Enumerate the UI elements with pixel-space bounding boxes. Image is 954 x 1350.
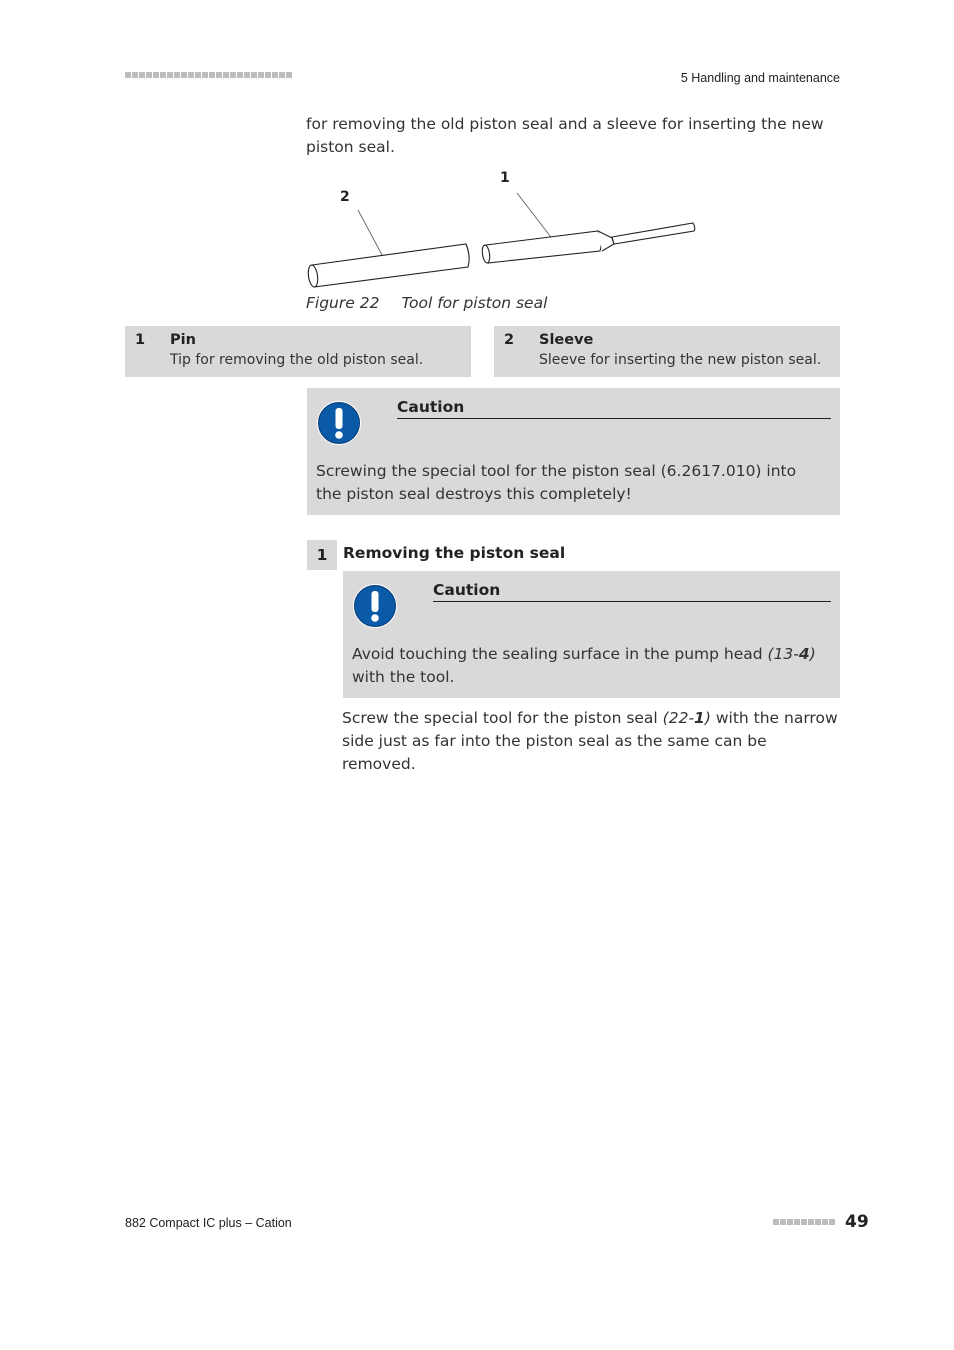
- caution-title: Caution: [397, 398, 831, 419]
- step-number: 1: [307, 540, 337, 570]
- step-caution-box: [343, 571, 840, 698]
- legend-name: Pin: [170, 332, 196, 348]
- sleeve-drawing: [307, 244, 469, 288]
- footer-document-title: 882 Compact IC plus – Cation: [125, 1216, 292, 1230]
- figure-caption-title: Tool for piston seal: [401, 294, 548, 312]
- legend-description: Sleeve for inserting the new piston seal.: [539, 352, 822, 368]
- exclamation-icon: [316, 400, 362, 446]
- step-instruction: Screw the special tool for the piston seal (22-1) with the narrow side just as far into the piston seal as the same can be removed.: [342, 709, 838, 773]
- figure-caption-label: Figure 22: [306, 294, 380, 312]
- caution-text: Screwing the special tool for the piston seal (6.2617.010) into the piston seal destroys this completely!: [316, 462, 797, 503]
- page-number: 49: [845, 1212, 869, 1232]
- exclamation-icon: [352, 583, 398, 629]
- legend-item-pin: [125, 326, 471, 377]
- caution-text: Avoid touching the sealing surface in the pump head (13-4) with the tool.: [352, 645, 816, 686]
- figure-caption: [306, 294, 547, 312]
- chapter-title: 5 Handling and maintenance: [680, 71, 840, 85]
- figure-callout-1: 1: [500, 170, 510, 186]
- footer-decoration: [773, 1219, 841, 1229]
- legend-item-sleeve: [494, 326, 840, 377]
- figure-callout-2: 2: [340, 189, 350, 205]
- legend-name: Sleeve: [539, 332, 594, 348]
- pin-drawing: [481, 223, 695, 263]
- step-title: Removing the piston seal: [343, 544, 566, 562]
- legend-description: Tip for removing the old piston seal.: [170, 352, 424, 368]
- legend-number: 1: [135, 332, 146, 348]
- intro-paragraph: for removing the old piston seal and a sleeve for inserting the new piston seal.: [306, 115, 824, 156]
- caution-box: [307, 388, 840, 515]
- legend-number: 2: [504, 332, 515, 348]
- caution-title: Caution: [433, 581, 831, 602]
- header-decoration: [125, 72, 307, 82]
- figure-tool-for-piston-seal: [300, 165, 710, 293]
